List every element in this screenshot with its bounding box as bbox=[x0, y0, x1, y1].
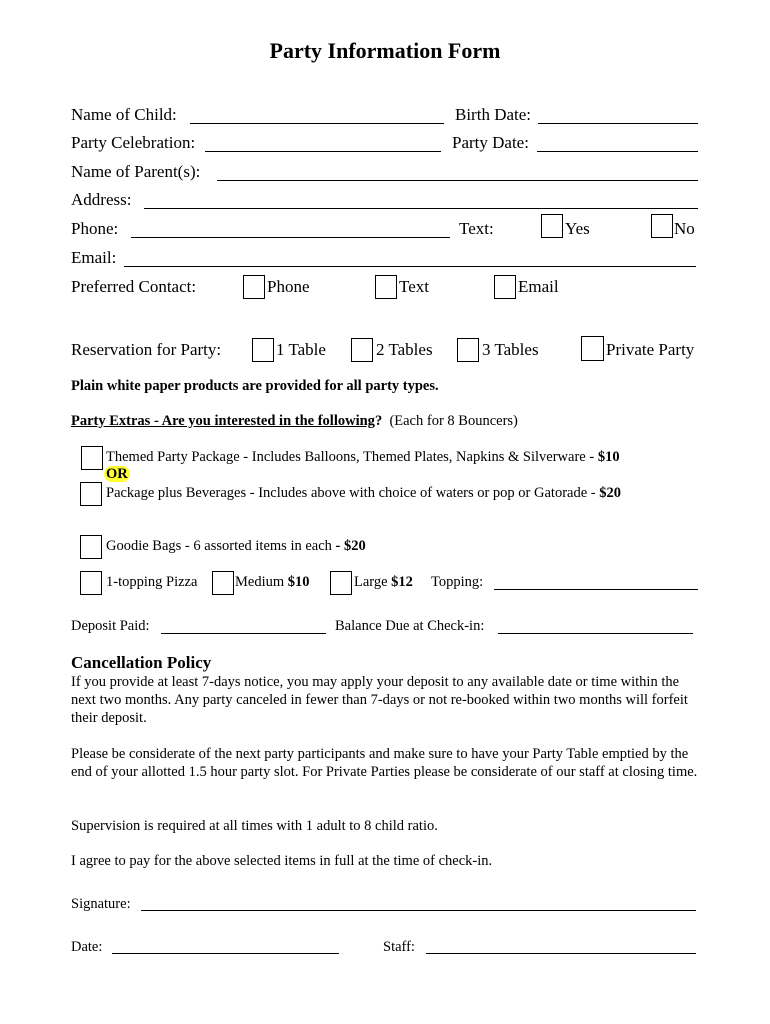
name-of-parents-field[interactable] bbox=[217, 180, 698, 181]
text-no-checkbox[interactable] bbox=[651, 214, 673, 238]
party-extras-question-mark: ? bbox=[374, 413, 383, 429]
large-pizza-price: $12 bbox=[391, 574, 413, 590]
beverage-package-checkbox[interactable] bbox=[80, 482, 102, 506]
themed-package-price: $10 bbox=[597, 449, 620, 465]
goodie-bags-price: - $20 bbox=[335, 538, 366, 554]
party-date-label: Party Date: bbox=[452, 133, 529, 152]
contact-text-checkbox[interactable] bbox=[375, 275, 397, 299]
party-extras-note: (Each for 8 Bouncers) bbox=[389, 413, 518, 429]
cancellation-paragraph-2: Please be considerate of the next party participants and make sure to have your Party Table emptied by the end of your allotted 1.5 hour party slot. For Private Parties please be considerate of our staff at closing time. bbox=[71, 746, 698, 780]
agreement-paragraph: I agree to pay for the above selected items in full at the time of check-in. bbox=[71, 853, 493, 869]
pizza-label: 1-topping Pizza bbox=[106, 574, 198, 590]
themed-package-checkbox[interactable] bbox=[81, 446, 103, 470]
contact-phone-label: Phone bbox=[267, 277, 310, 296]
birth-date-label: Birth Date: bbox=[455, 105, 532, 124]
contact-email-checkbox[interactable] bbox=[494, 275, 516, 299]
signature-label: Signature: bbox=[71, 896, 131, 912]
pizza-checkbox[interactable] bbox=[80, 571, 102, 595]
birth-date-field[interactable] bbox=[538, 123, 698, 124]
phone-field[interactable] bbox=[131, 237, 450, 238]
goodie-bags-item bbox=[106, 538, 366, 555]
contact-email-label: Email bbox=[518, 277, 559, 296]
text-label: Text: bbox=[459, 219, 494, 238]
supervision-paragraph: Supervision is required at all times with 1 adult to 8 child ratio. bbox=[71, 818, 438, 834]
contact-text-label: Text bbox=[399, 277, 429, 296]
party-extras-title: Party Extras - Are you interested in the following bbox=[71, 413, 375, 429]
name-of-parents-label: Name of Parent(s): bbox=[71, 162, 201, 181]
large-pizza-checkbox[interactable] bbox=[330, 571, 352, 595]
deposit-paid-label: Deposit Paid: bbox=[71, 618, 150, 634]
medium-pizza-checkbox[interactable] bbox=[212, 571, 234, 595]
text-no-label: No bbox=[674, 219, 695, 238]
reservation-private-party-label: Private Party bbox=[606, 340, 695, 359]
cancellation-paragraph-1: If you provide at least 7-days notice, you may apply your deposit to any available date or time within the next two months. Any party canceled in fewer than 7-days or not re-booked within two months will forfeit their deposit. bbox=[71, 674, 688, 726]
contact-phone-checkbox[interactable] bbox=[243, 275, 265, 299]
medium-pizza-item bbox=[235, 574, 310, 591]
themed-package-text: Themed Party Package - Includes Balloons, Themed Plates, Napkins & Silverware - bbox=[106, 449, 598, 465]
reservation-2-tables-checkbox[interactable] bbox=[351, 338, 373, 362]
beverage-package-text: Package plus Beverages - Includes above with choice of waters or pop or Gatorade - bbox=[106, 485, 600, 501]
phone-label: Phone: bbox=[71, 219, 119, 238]
party-date-field[interactable] bbox=[537, 151, 698, 152]
reservation-2-tables-label: 2 Tables bbox=[376, 340, 433, 359]
topping-label: Topping: bbox=[431, 574, 484, 590]
goodie-bags-text: Goodie Bags - 6 assorted items in each bbox=[106, 538, 336, 554]
beverage-package-price: $20 bbox=[599, 485, 621, 501]
party-extras-heading bbox=[71, 413, 518, 430]
themed-package-item bbox=[106, 449, 620, 466]
email-field[interactable] bbox=[124, 266, 696, 267]
party-celebration-field[interactable] bbox=[205, 151, 441, 152]
medium-pizza-price: $10 bbox=[287, 574, 310, 590]
cancellation-policy-heading: Cancellation Policy bbox=[71, 653, 212, 672]
date-label: Date: bbox=[71, 939, 103, 955]
large-pizza-item bbox=[354, 574, 413, 591]
text-yes-checkbox[interactable] bbox=[541, 214, 563, 238]
name-of-child-field[interactable] bbox=[190, 123, 444, 124]
topping-field[interactable] bbox=[494, 589, 698, 590]
date-field[interactable] bbox=[112, 953, 339, 954]
reservation-private-party-checkbox[interactable] bbox=[581, 336, 604, 361]
address-label: Address: bbox=[71, 190, 132, 209]
large-pizza-label: Large bbox=[354, 574, 392, 590]
text-yes-label: Yes bbox=[565, 219, 590, 238]
reservation-3-tables-label: 3 Tables bbox=[482, 340, 539, 359]
reservation-3-tables-checkbox[interactable] bbox=[457, 338, 479, 362]
name-of-child-label: Name of Child: bbox=[71, 105, 177, 124]
paper-products-note: Plain white paper products are provided for all party types. bbox=[71, 378, 439, 394]
reservation-1-table-label: 1 Table bbox=[276, 340, 326, 359]
signature-field[interactable] bbox=[141, 910, 696, 911]
balance-due-field[interactable] bbox=[498, 633, 693, 634]
balance-due-label: Balance Due at Check-in: bbox=[335, 618, 485, 634]
goodie-bags-checkbox[interactable] bbox=[80, 535, 102, 559]
staff-label: Staff: bbox=[383, 939, 415, 955]
or-label bbox=[104, 466, 130, 483]
reservation-1-table-checkbox[interactable] bbox=[252, 338, 274, 362]
party-celebration-label: Party Celebration: bbox=[71, 133, 196, 152]
beverage-package-item bbox=[106, 485, 621, 502]
staff-field[interactable] bbox=[426, 953, 696, 954]
deposit-paid-field[interactable] bbox=[161, 633, 326, 634]
preferred-contact-label: Preferred Contact: bbox=[71, 277, 197, 296]
medium-pizza-label: Medium bbox=[235, 574, 288, 590]
address-field[interactable] bbox=[144, 208, 698, 209]
or-highlight: OR bbox=[106, 466, 128, 482]
reservation-label: Reservation for Party: bbox=[71, 340, 222, 359]
email-label: Email: bbox=[71, 248, 117, 267]
page-title: Party Information Form bbox=[269, 38, 501, 63]
